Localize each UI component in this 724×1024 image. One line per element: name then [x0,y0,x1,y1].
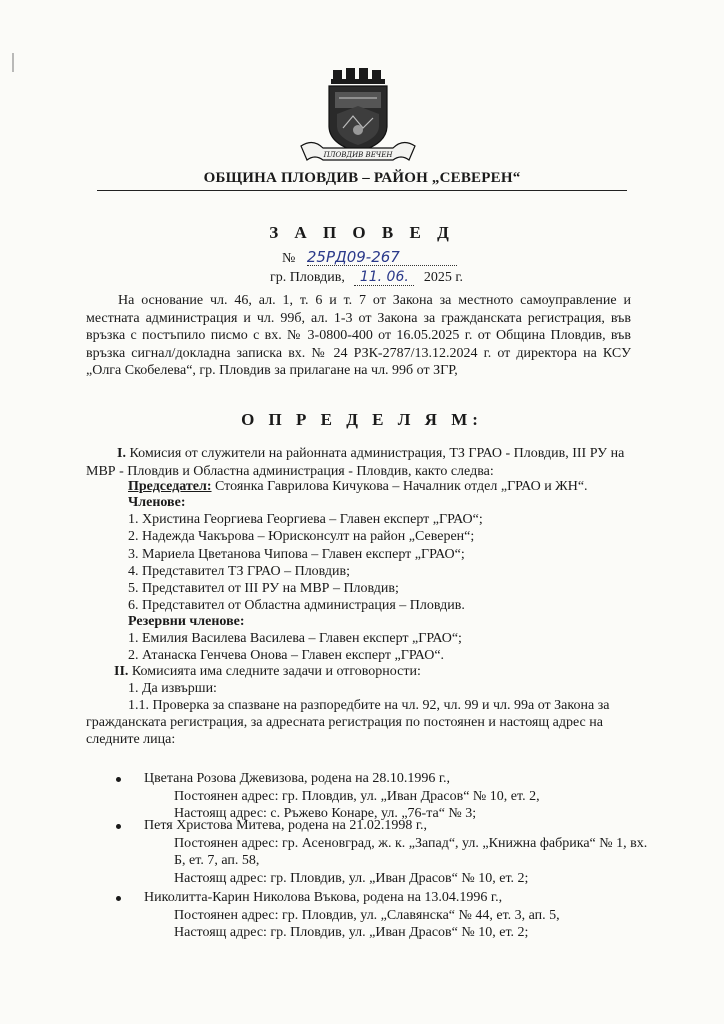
person-name: Цветана Розова Джевизова, родена на 28.10.1996 г., [144,771,451,786]
intro-paragraph: На основание чл. 46, ал. 1, т. 6 и т. 7 от Закона за местното самоуправление и местната администрация и чл. 99б, ал. 1-3 от Закона за гражданската регистрация, във връзка с постъпило писмо с вх. № 3-0800-400 от 16.05.2025 г. от Община Пловдив, във връзка сигнал/докладна записка вх. № 24 РЗК-2787/13.12.2024 г. от директора на КСУ „Олга Скобелева“, гр. Пловдив за прилагане на чл. 99б от ЗГР, [86,293,631,378]
bullet-icon [116,777,121,782]
order-title: З А П О В Е Д [269,223,455,242]
person-name: Николитта-Карин Николова Въкова, родена на 13.04.1996 г., [144,890,503,905]
margin-mark [10,52,16,74]
city-prefix: гр. Пловдив, [270,270,345,285]
order-number-handwritten: 25РД09-267 [307,249,457,266]
person-address: Настоящ адрес: гр. Пловдив, ул. „Иван Драсов“ № 10, ет. 2; [174,925,529,940]
section1-text-line2: МВР - Пловдив и Областна администрация - Пловдив, както следва: [86,464,494,479]
number-prefix: № [282,251,296,266]
task11-line2: гражданската регистрация, за адресната регистрация по постоянен и настоящ адрес на [86,715,603,730]
person-address: Постоянен адрес: гр. Асеновград, ж. к. „Запад“, ул. „Книжна фабрика“ № 1, вх. [174,835,648,851]
reserve-label: Резервни членове: [128,614,245,629]
reserve-item: 1. Емилия Василева Василева – Главен експерт „ГРАО“; [128,631,462,646]
member-item: 2. Надежда Чакърова – Юрисконсулт на район „Северен“; [128,529,475,544]
order-date-handwritten: 11. 06. [354,270,414,286]
chair-line [128,478,588,495]
reserve-item: 2. Атанаска Генчева Онова – Главен експерт „ГРАО“. [128,648,445,663]
coat-of-arms-logo [293,68,423,168]
section2-text: Комисията има следните задачи и отговорности: [131,664,421,679]
person-name: Петя Христова Митева, родена на 21.02.1998 г., [144,818,428,833]
section1-label: I. [117,446,126,461]
section1-line1 [117,445,624,462]
member-item: 5. Представител от III РУ на МВР – Пловдив; [128,581,399,596]
bullet-icon [116,824,121,829]
organization-title: ОБЩИНА ПЛОВДИВ – РАЙОН „СЕВЕРЕН“ [203,170,521,186]
member-item: 6. Представител от Областна администрация – Пловдив. [128,598,465,613]
decree-heading: О П Р Е Д Е Л Я М: [241,410,483,429]
order-number-line [282,249,457,267]
order-year: 2025 г. [423,270,463,285]
crest-motto: ПЛОВДИВ ВЕЧЕН [323,151,393,159]
task11-line1: 1.1. Проверка за спазване на разпоредбите на чл. 92, чл. 99 и чл. 99а от Закона за [128,698,610,713]
header-divider [97,190,627,191]
section2-label: II. [114,664,129,679]
person-address: Постоянен адрес: гр. Пловдив, ул. „Иван Драсов“ № 10, ет. 2, [174,788,540,804]
task1: 1. Да извърши: [128,681,217,696]
bullet-icon [116,896,121,901]
chair-label: Председател: [128,479,212,494]
person-address: Настоящ адрес: гр. Пловдив, ул. „Иван Драсов“ № 10, ет. 2; [174,870,529,886]
person-address: Постоянен адрес: гр. Пловдив, ул. „Славянска“ № 44, ет. 3, ап. 5, [174,907,560,923]
members-label: Членове: [128,495,186,510]
order-date-line [270,270,463,286]
task11-line3: следните лица: [86,732,176,747]
person-address: Настоящ адрес: с. Ръжево Конаре, ул. „76-та“ № 3; [174,806,477,821]
member-item: 1. Христина Георгиева Георгиева – Главен експерт „ГРАО“; [128,512,483,527]
chair-text: Стоянка Гаврилова Кичукова – Началник отдел „ГРАО и ЖН“. [211,479,588,494]
member-item: 3. Мариела Цветанова Чипова – Главен експерт „ГРАО“; [128,547,465,562]
section2-line [114,663,421,680]
section1-text-line1: Комисия от служители на районната администрация, ТЗ ГРАО - Пловдив, III РУ на [129,446,625,461]
member-item: 4. Представител ТЗ ГРАО – Пловдив; [128,564,351,579]
person-address: Б, ет. 7, ап. 58, [174,853,260,868]
